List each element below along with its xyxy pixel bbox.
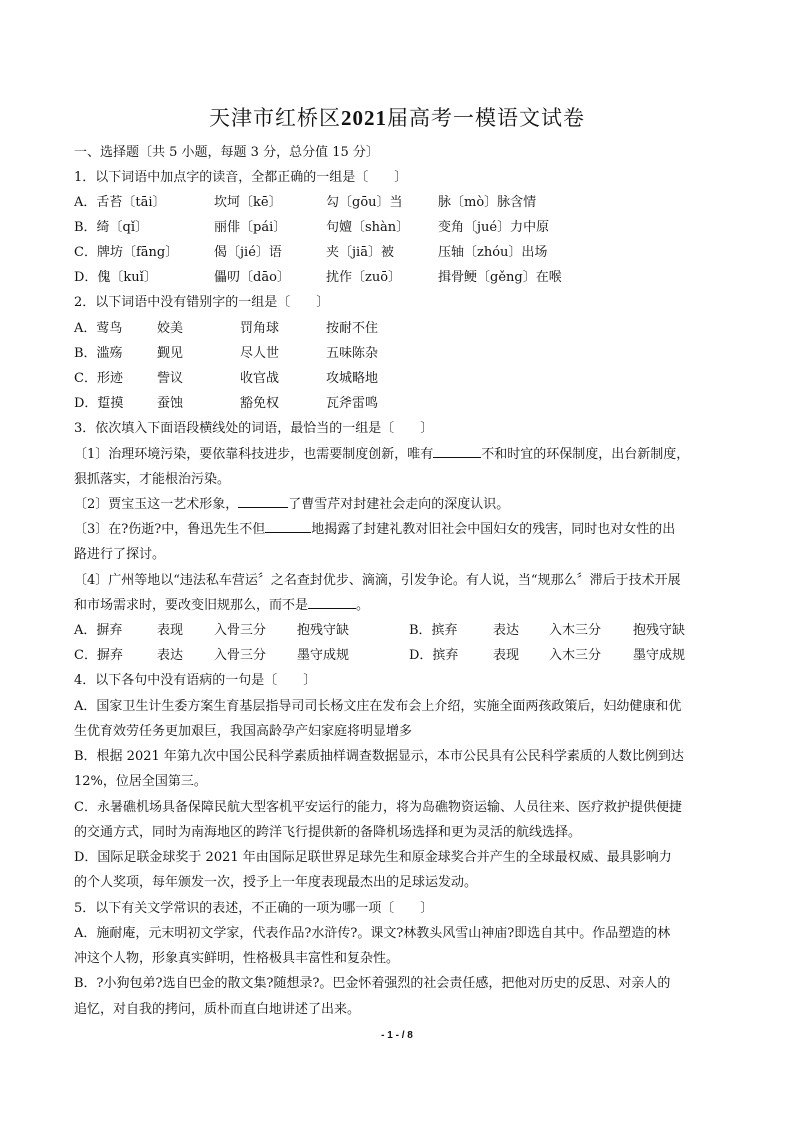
q4-option-d-line-1: D．国际足联金球奖于 2021 年由国际足联世界足球先生和原金球奖合并产生的全球最权威、最具影响力: [74, 850, 672, 865]
q3-option-b-3: 入木三分: [549, 623, 602, 638]
q3-p3-text-b: 地揭露了封建礼教对旧社会中国妇女的残害，同时也对女性的出: [311, 522, 676, 537]
q2-option-b-2: 觐见: [157, 346, 184, 361]
q3-option-c-4: 墨守成规: [297, 648, 350, 663]
q2-option-c-3: 收官战: [240, 371, 280, 386]
q4-option-b-line-2: 12%，位居全国第三。: [74, 774, 207, 789]
q3-p1-text-b: 不和时宜的环保制度，出台新制度，: [481, 447, 690, 462]
title-year: 2021: [341, 106, 387, 130]
question-3-stem: 3．依次填入下面语段横线处的词语，最恰当的一组是〔 〕: [74, 421, 434, 436]
q3-passage-1: [74, 443, 689, 462]
q1-option-c-2: 偈〔jié〕语: [214, 245, 282, 260]
q4-option-c-line-1: C．永暑礁机场具备保障民航大型客机平安运行的能力，将为岛礁物资运输、人员往来、医疗救护提供便捷: [74, 800, 682, 815]
q3-passage-4-cont: [74, 594, 369, 613]
q1-option-a-1: A．舌苔〔tāi〕: [74, 195, 166, 210]
q1-option-b-3: 句嬗〔shàn〕: [326, 220, 410, 235]
question-4-stem: 4．以下各句中没有语病的一句是〔 〕: [74, 673, 317, 688]
q3-option-b-2: 表达: [493, 623, 520, 638]
q1-option-c-4: 压轴〔zhóu〕出场: [438, 245, 548, 260]
q2-option-d-1: D．踅摸: [74, 396, 124, 411]
page-number: - 1 - / 8: [381, 1030, 413, 1041]
q2-option-d-4: 瓦斧雷鸣: [326, 396, 379, 411]
q2-option-a-1: A．莺鸟: [74, 321, 123, 336]
q3-option-d-2: 表现: [493, 648, 520, 663]
q3-option-d-1: D．摈弃: [409, 648, 459, 663]
q3-p2-text-b: 了曹雪芹对封建社会走向的深度认识。: [288, 497, 510, 512]
q1-option-a-4: 脉〔mò〕脉含情: [438, 195, 537, 210]
q1-option-a-3: 勾〔gōu〕当: [326, 195, 403, 210]
q5-option-b-line-1: B．?小狗包弟?选自巴金的散文集?随想录?。巴金怀着强烈的社会责任感，把他对历史的反思、对亲人的: [74, 976, 671, 991]
q2-option-c-1: C．形迹: [74, 371, 123, 386]
section-heading: 一、选择题〔共 5 小题，每题 3 分，总分值 15 分〕: [74, 145, 379, 160]
q1-option-a-2: 坎坷〔kē〕: [214, 195, 282, 210]
question-2-stem: 2．以下词语中没有错别字的一组是〔 〕: [74, 295, 330, 310]
q1-option-b-1: B．绮〔qǐ〕: [74, 220, 149, 235]
exam-title: [0, 102, 794, 132]
q4-option-c-line-2: 的交通方式，同时为南海地区的跨洋飞行提供新的备降机场选择和更为灵活的航线选择。: [74, 825, 582, 840]
q3-option-c-3: 入骨三分: [214, 648, 267, 663]
q1-option-c-3: 夹〔jiā〕被: [326, 245, 394, 260]
question-5-stem: 5．以下有关文学常识的表述，不正确的一项为哪一项〔 〕: [74, 901, 434, 916]
q2-option-d-3: 豁免权: [240, 396, 280, 411]
q3-option-b-4: 抱残守缺: [633, 623, 686, 638]
q5-option-a-line-2: 冲这个人物，形象真实鲜明，性格极具丰富性和复杂性。: [74, 951, 400, 966]
q3-option-d-3: 入木三分: [549, 648, 602, 663]
q1-option-d-3: 扰作〔zuō〕: [326, 270, 402, 285]
q3-option-a-2: 表现: [157, 623, 184, 638]
q2-option-c-2: 訾议: [157, 371, 184, 386]
q3-option-c-2: 表达: [157, 648, 184, 663]
q3-p2-text-a: 〔2〕贾宝玉这一艺术形象，: [74, 497, 239, 512]
title-prefix: 天津市红桥区: [209, 106, 341, 130]
q3-p4-text-b: 和市场需求时，要改变旧规那么，而不是: [74, 598, 309, 613]
q2-option-a-4: 按耐不住: [326, 321, 379, 336]
q3-option-a-3: 入骨三分: [214, 623, 267, 638]
q3-passage-3: [74, 518, 675, 537]
q3-blank-1: [433, 445, 481, 458]
q1-option-c-1: C．牌坊〔fāng〕: [74, 245, 179, 260]
q1-option-d-4: 揖骨鲠〔gěng〕在喉: [438, 270, 562, 285]
q2-option-b-3: 尽人世: [240, 346, 280, 361]
q4-option-b-line-1: B．根据 2021 年第九次中国公民科学素质抽样调查数据显示，本市公民具有公民科学素质的人数比例到达: [74, 749, 684, 764]
q1-option-d-2: 儡叨〔dāo〕: [214, 270, 290, 285]
q1-option-d-1: D．傀〔kuǐ〕: [74, 270, 157, 285]
q3-passage-4: 〔4〕广州等地以“违法私车营运〞之名查封优步、滴滴，引发争论。有人说，当“规那么〞滞后于技术开展: [74, 573, 681, 588]
q5-option-a-line-1: A．施耐庵，元末明初文学家，代表作品?水浒传?。课文?林教头风雪山神庙?即选自其中。作品塑造的林: [74, 926, 671, 941]
q4-option-a-line-1: A．国家卫生计生委方案生育基层指导司司长杨文庄在发布会上介绍，实施全面两孩政策后，妇幼健康和优: [74, 699, 682, 714]
q3-p3-text-a: 〔3〕在?伤逝?中，鲁迅先生不但: [74, 522, 266, 537]
q3-p4-text-c: 。: [356, 598, 370, 613]
q2-option-a-2: 姣美: [157, 321, 184, 336]
q3-passage-1-cont: 狠抓落实，才能根治污染。: [74, 472, 231, 487]
title-suffix: 届高考一模语文试卷: [387, 106, 585, 130]
q3-passage-2: [74, 493, 509, 512]
q2-option-c-4: 攻城略地: [326, 371, 379, 386]
q1-option-b-4: 变角〔jué〕力中原: [438, 220, 550, 235]
q3-passage-3-cont: 路进行了探讨。: [74, 547, 166, 562]
q3-option-d-4: 墨守成规: [633, 648, 686, 663]
q2-option-a-3: 罚角球: [240, 321, 280, 336]
q3-blank-4: [308, 596, 356, 609]
q2-option-b-4: 五味陈杂: [326, 346, 379, 361]
q3-option-a-4: 抱残守缺: [297, 623, 350, 638]
q4-option-d-line-2: 的个人奖项，每年颁发一次，授予上一年度表现最杰出的足球运发动。: [74, 875, 478, 890]
q2-option-b-1: B．滥殇: [74, 346, 123, 361]
q3-option-a-1: A．摒弃: [74, 623, 123, 638]
q3-option-b-1: B．摈弃: [409, 623, 458, 638]
q2-option-d-2: 蚕蚀: [157, 396, 184, 411]
q3-p1-text-a: 〔1〕治理环境污染，要依靠科技进步，也需要制度创新，唯有: [74, 447, 434, 462]
q5-option-b-line-2: 追忆，对自我的拷问，质朴而直白地讲述了出来。: [74, 1002, 361, 1017]
question-1-stem: 1．以下词语中加点字的读音，全都正确的一组是〔 〕: [74, 170, 408, 185]
q3-blank-2: [238, 495, 288, 508]
q3-blank-3: [265, 520, 311, 533]
q3-option-c-1: C．摒弃: [74, 648, 123, 663]
q4-option-a-line-2: 生优育效劳任务更加艰巨，我国高龄孕产妇家庭将明显增多: [74, 724, 413, 739]
q1-option-b-2: 丽俳〔pái〕: [214, 220, 287, 235]
